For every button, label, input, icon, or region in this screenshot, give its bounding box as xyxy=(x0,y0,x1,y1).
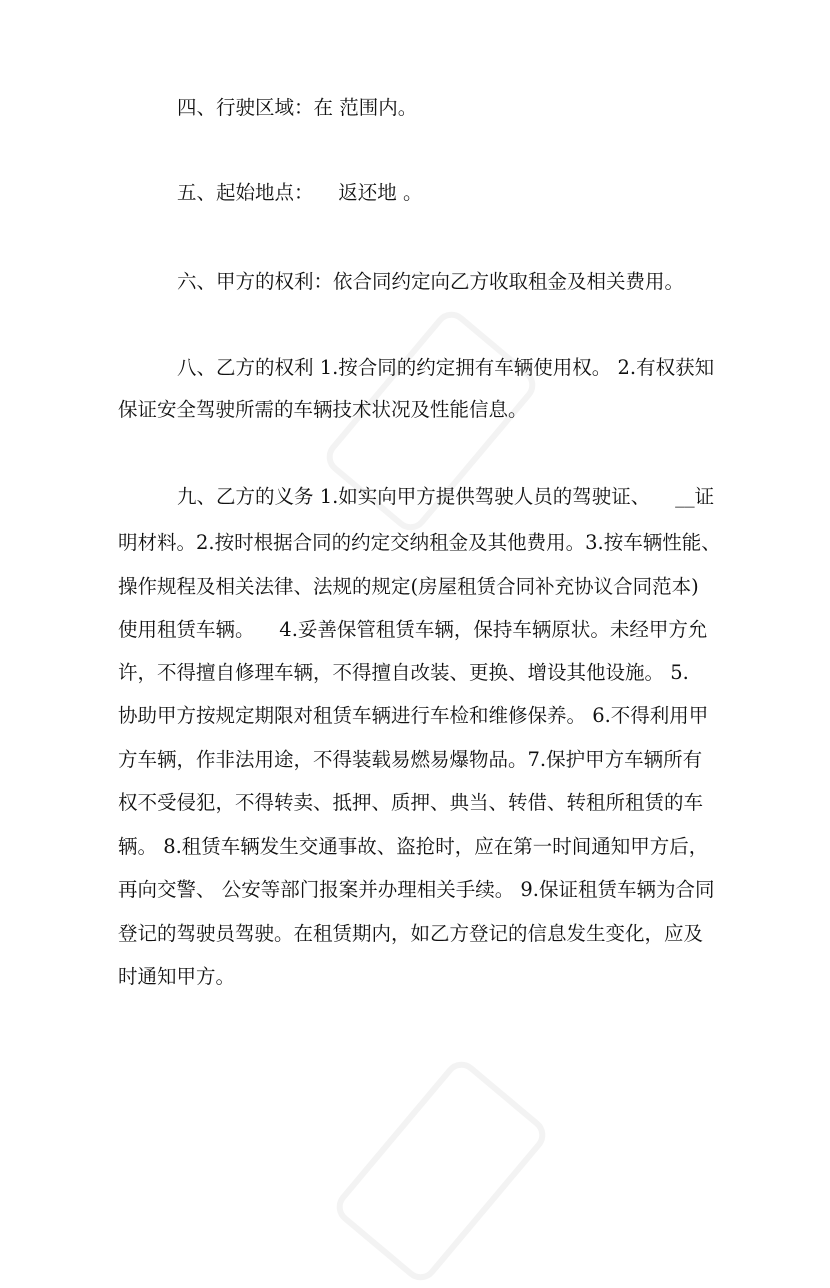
clause-party-b-rights-line: 八、乙方的权利 1.按合同的约定拥有车辆使用权。 2.有权获知 xyxy=(177,356,715,379)
clause-party-b-obligations-line: 辆。 8.租赁车辆发生交通事故、盗抢时，应在第一时间通知甲方后， xyxy=(118,835,709,858)
clause-party-b-obligations-line: 九、乙方的义务 1.如实向甲方提供驾驶人员的驾驶证、 __证 xyxy=(177,485,715,508)
clause-party-b-obligations-line: 许，不得擅自修理车辆，不得擅自改装、更换、增设其他设施。 5. xyxy=(118,661,689,684)
clause-party-b-obligations-line: 时通知甲方。 xyxy=(118,965,236,988)
clause-party-b-obligations-line: 方车辆，作非法用途，不得装载易燃易爆物品。7.保护甲方车辆所有 xyxy=(118,748,703,771)
clause-party-b-obligations-line: 使用租赁车辆。 4.妥善保管租赁车辆，保持车辆原状。未经甲方允 xyxy=(118,618,708,641)
clause-party-a-rights: 六、甲方的权利：依合同约定向乙方收取租金及相关费用。 xyxy=(177,270,685,293)
clause-party-b-obligations-line: 操作规程及相关法律、法规的规定(房屋租赁合同补充协议合同范本) xyxy=(118,575,699,598)
clause-driving-area: 四、行驶区域：在 范围内。 xyxy=(177,96,418,119)
clause-party-b-rights-line: 保证安全驾驶所需的车辆技术状况及性能信息。 xyxy=(118,398,528,421)
clause-party-b-obligations-line: 登记的驾驶员驾驶。在租赁期内，如乙方登记的信息发生变化，应及 xyxy=(118,922,704,945)
watermark xyxy=(329,1054,552,1287)
clause-party-b-obligations-line: 明材料。2.按时根据合同的约定交纳租金及其他费用。3.按车辆性能、 xyxy=(118,531,721,554)
clause-party-b-obligations-line: 权不受侵犯，不得转卖、抵押、质押、典当、转借、转租所租赁的车 xyxy=(118,791,704,814)
clause-party-b-obligations-line: 协助甲方按规定期限对租赁车辆进行车检和维修保养。 6.不得利用甲 xyxy=(118,704,709,727)
clause-party-b-obligations-line: 再向交警、 公安等部门报案并办理相关手续。 9.保证租赁车辆为合同 xyxy=(118,878,715,901)
clause-start-location: 五、起始地点： 返还地 。 xyxy=(177,181,423,204)
